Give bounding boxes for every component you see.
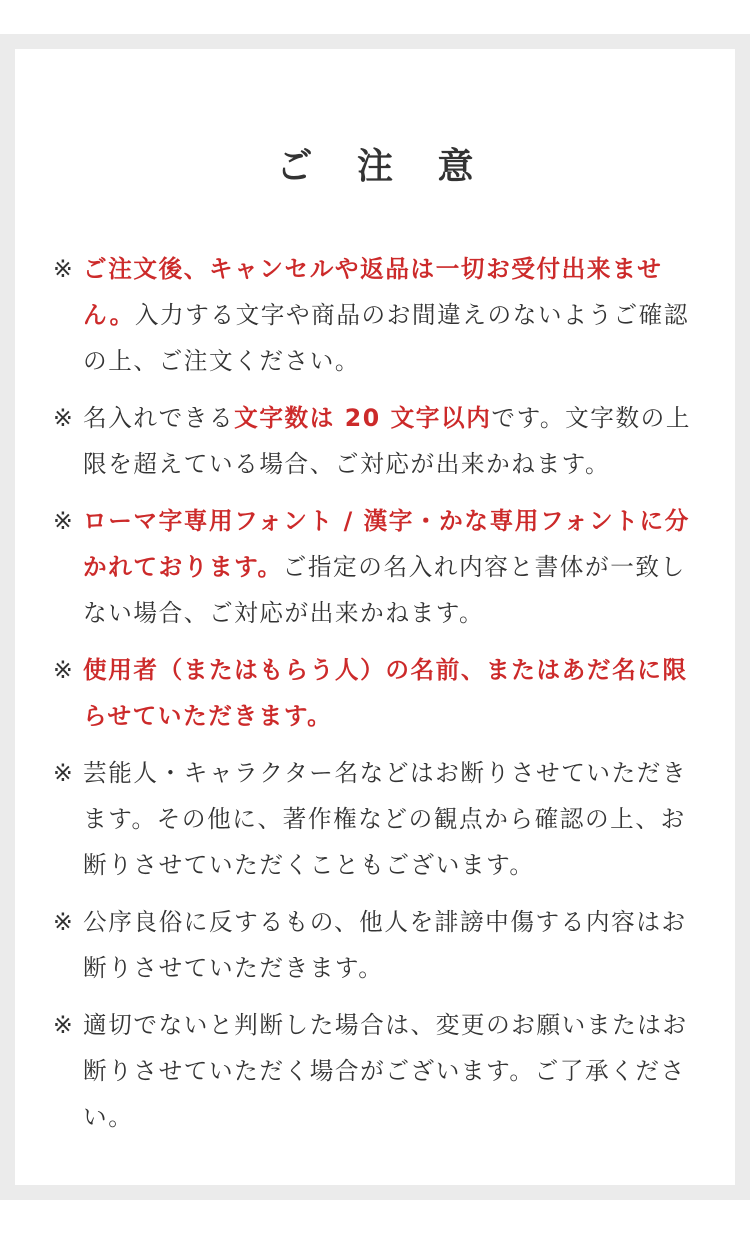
reference-mark-icon: ※ <box>53 1011 75 1039</box>
notice-frame <box>0 34 750 1200</box>
notice-item-fonts <box>53 498 703 636</box>
reference-mark-icon: ※ <box>53 507 75 535</box>
notice-item-inappropriate <box>53 1002 703 1140</box>
reference-mark-icon: ※ <box>53 908 75 936</box>
notice-list <box>53 246 703 1151</box>
notice-item-names <box>53 647 703 739</box>
reference-mark-icon: ※ <box>53 656 75 684</box>
notice-text: 公序良俗に反するもの、他人を誹謗中傷する内容はお断りさせていただきます。 <box>83 908 687 982</box>
notice-text: 適切でないと判断した場合は、変更のお願いまたはお断りさせていただく場合がございます。ご了承ください。 <box>83 1011 688 1131</box>
reference-mark-icon: ※ <box>53 404 75 432</box>
notice-text: 名入れできる <box>83 404 235 432</box>
notice-item-cancellation <box>53 246 703 384</box>
notice-emphasis: 使用者（またはもらう人）の名前、またはあだ名に限らせていただきます。 <box>83 656 688 730</box>
reference-mark-icon: ※ <box>53 759 75 787</box>
notice-text: です。文字数の上限を超えている場合、ご対応が出来かねます。 <box>83 404 692 478</box>
notice-emphasis: 文字数は 20 文字以内 <box>234 404 492 432</box>
notice-item-public-order <box>53 899 703 991</box>
notice-title: ご 注 意 <box>276 146 490 187</box>
notice-emphasis: ご注文後、キャンセルや返品は一切お受付出来ません。 <box>83 255 663 329</box>
notice-item-celebrity <box>53 750 703 888</box>
notice-panel <box>15 49 735 1185</box>
reference-mark-icon: ※ <box>53 255 75 283</box>
notice-emphasis: ローマ字専用フォント / 漢字・かな専用フォントに分かれております。 <box>83 507 690 581</box>
notice-text: 入力する文字や商品のお間違えのないようご確認の上、ご注文ください。 <box>83 301 690 375</box>
notice-text: 芸能人・キャラクター名などはお断りさせていただきます。その他に、著作権などの観点から確認の上、お断りさせていただくこともございます。 <box>83 759 688 879</box>
notice-item-character-limit <box>53 395 703 487</box>
notice-text: ご指定の名入れ内容と書体が一致しない場合、ご対応が出来かねます。 <box>83 553 686 627</box>
